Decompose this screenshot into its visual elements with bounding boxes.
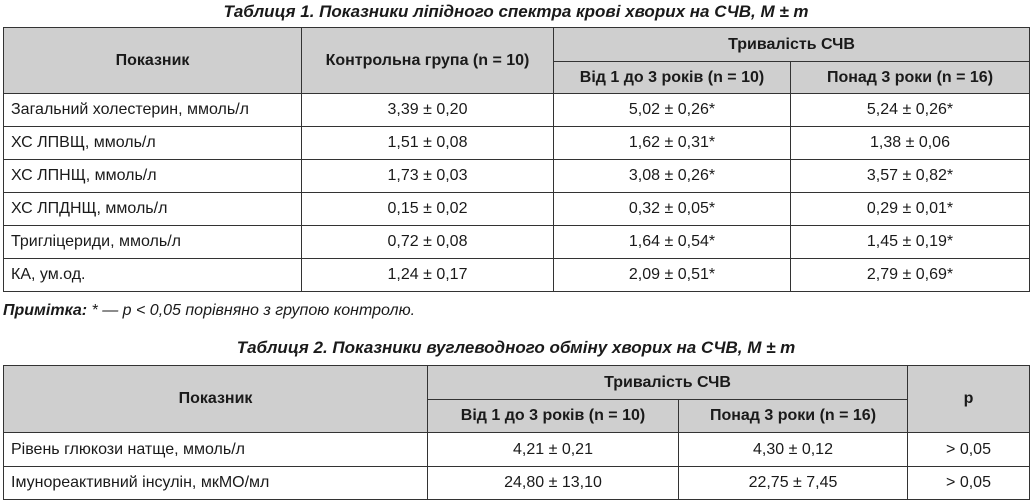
cell-control: 1,51 ± 0,08: [302, 127, 554, 160]
header-p-value: р: [908, 366, 1030, 433]
table1-note: [3, 302, 415, 320]
table1-caption: Таблиця 1. Показники ліпідного спектра крові хворих на СЧВ, M ± m: [223, 2, 809, 21]
row-name: ХС ЛПВЩ, ммоль/л: [4, 127, 302, 160]
cell-group1: 1,64 ± 0,54*: [554, 226, 791, 259]
cell-control: 1,24 ± 0,17: [302, 259, 554, 292]
header-group-over-3-years: Понад 3 роки (n = 16): [791, 62, 1030, 94]
cell-group1: 24,80 ± 13,10: [428, 467, 679, 500]
note-label: Примітка:: [3, 302, 88, 319]
header-duration: Тривалість СЧВ: [554, 28, 1030, 62]
cell-control: 0,15 ± 0,02: [302, 193, 554, 226]
header-indicator: Показник: [4, 28, 302, 94]
cell-group1: 5,02 ± 0,26*: [554, 94, 791, 127]
row-name: Тригліцериди, ммоль/л: [4, 226, 302, 259]
cell-control: 0,72 ± 0,08: [302, 226, 554, 259]
table-row: [4, 193, 1030, 226]
cell-group2: 0,29 ± 0,01*: [791, 193, 1030, 226]
cell-group2: 4,30 ± 0,12: [679, 433, 908, 467]
cell-group1: 3,08 ± 0,26*: [554, 160, 791, 193]
header-control-group: Контрольна група (n = 10): [302, 28, 554, 94]
table-row: [4, 433, 1030, 467]
cell-control: 3,39 ± 0,20: [302, 94, 554, 127]
cell-group1: 2,09 ± 0,51*: [554, 259, 791, 292]
header-duration: Тривалість СЧВ: [428, 366, 908, 400]
cell-group2: 1,38 ± 0,06: [791, 127, 1030, 160]
cell-control: 1,73 ± 0,03: [302, 160, 554, 193]
lipid-table: [3, 27, 1030, 292]
cell-group1: 0,32 ± 0,05*: [554, 193, 791, 226]
cell-group2: 2,79 ± 0,69*: [791, 259, 1030, 292]
header-group-1-3-years: Від 1 до 3 років (n = 10): [428, 400, 679, 433]
table2-caption: Таблиця 2. Показники вуглеводного обміну хворих на СЧВ, M ± m: [236, 338, 796, 357]
header-indicator: Показник: [4, 366, 428, 433]
carbohydrate-table: [3, 365, 1030, 500]
table-row: [4, 467, 1030, 500]
cell-group2: 1,45 ± 0,19*: [791, 226, 1030, 259]
header-group-over-3-years: Понад 3 роки (n = 16): [679, 400, 908, 433]
cell-group2: 3,57 ± 0,82*: [791, 160, 1030, 193]
cell-group2: 22,75 ± 7,45: [679, 467, 908, 500]
cell-group2: 5,24 ± 0,26*: [791, 94, 1030, 127]
row-name: Рівень глюкози натще, ммоль/л: [4, 433, 428, 467]
row-name: Загальний холестерин, ммоль/л: [4, 94, 302, 127]
cell-group1: 1,62 ± 0,31*: [554, 127, 791, 160]
table-row: [4, 160, 1030, 193]
table-row: [4, 127, 1030, 160]
cell-group1: 4,21 ± 0,21: [428, 433, 679, 467]
table-row: [4, 226, 1030, 259]
table-row: [4, 94, 1030, 127]
cell-p: > 0,05: [908, 433, 1030, 467]
cell-p: > 0,05: [908, 467, 1030, 500]
row-name: ХС ЛПНЩ, ммоль/л: [4, 160, 302, 193]
row-name: КА, ум.од.: [4, 259, 302, 292]
note-text: * — р < 0,05 порівняно з групою контролю.: [87, 302, 416, 319]
row-name: Імунореактивний інсулін, мкМО/мл: [4, 467, 428, 500]
row-name: ХС ЛПДНЩ, ммоль/л: [4, 193, 302, 226]
header-group-1-3-years: Від 1 до 3 років (n = 10): [554, 62, 791, 94]
table-row: [4, 259, 1030, 292]
